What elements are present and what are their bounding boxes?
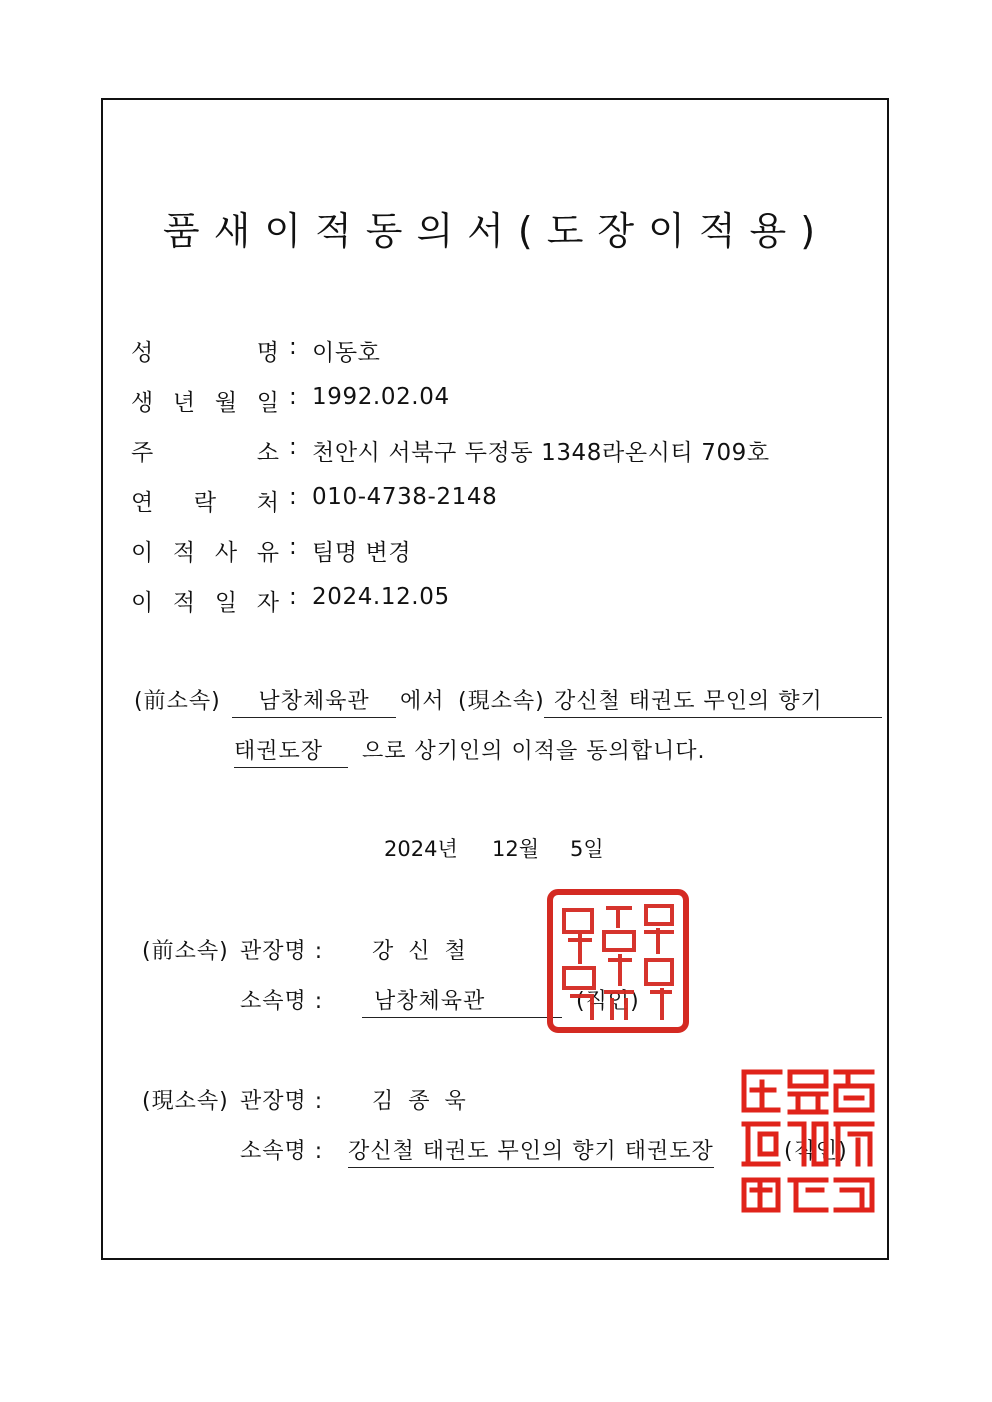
date-month: 12월 [492,837,540,861]
field-value: 천안시 서북구 두정동 1348라온시티 709호 [312,440,770,466]
curr-official-seal [738,1064,880,1220]
field-row-address: 주 소 : 천안시 서북구 두정동 1348라온시티 709호 [131,434,770,466]
curr-org-name: 강신철 태권도 무인의 향기 태권도장 [348,1134,714,1168]
field-value: 1992.02.04 [312,384,450,410]
prev-director-name: 강 신 철 [372,939,470,964]
field-value: 010-4738-2148 [312,484,498,510]
consent-curr-tag: (現소속) [458,689,545,714]
field-label: 생 년 월 일 [131,390,279,416]
field-row-contact: 연 락 처 : 010-4738-2148 [131,484,498,516]
prev-sign-tag: (前소속) [142,939,229,964]
field-row-birth: 생 년 월 일 : 1992.02.04 [131,384,450,416]
consent-curr-org-line1: 강신철 태권도 무인의 향기 [544,684,882,718]
consent-curr-org-line2: 태권도장 [234,734,348,768]
prev-seal-text: (직인) [576,989,640,1014]
field-row-reason: 이 적 사 유 : 팀명 변경 [131,534,412,566]
curr-org-label: 소속명 : [240,1139,324,1164]
field-label: 주 소 [131,440,279,466]
consent-mid: 에서 [400,689,445,714]
field-label: 성 명 [131,340,279,366]
date-year: 2024년 [384,837,458,861]
date-day: 5일 [570,837,604,861]
curr-director-label: 관장명 : [240,1089,324,1114]
consent-prev-org: 남창체육관 [232,684,396,718]
curr-director-name: 김 종 욱 [372,1089,470,1114]
prev-official-seal [546,888,690,1034]
field-label: 이 적 사 유 [131,540,279,566]
field-label: 이 적 일 자 [131,590,279,616]
field-label: 연 락 처 [131,490,279,516]
field-row-date: 이 적 일 자 : 2024.12.05 [131,584,450,616]
curr-sign-tag: (現소속) [142,1089,229,1114]
prev-director-label: 관장명 : [240,939,324,964]
curr-seal-text: (직인) [784,1139,848,1164]
field-value: 팀명 변경 [312,540,412,566]
field-value: 이동호 [312,340,381,366]
prev-org-label: 소속명 : [240,989,324,1014]
consent-prev-tag: (前소속) [134,689,221,714]
prev-org-name: 남창체육관 [362,984,562,1018]
consent-ending: 으로 상기인의 이적을 동의합니다. [362,739,706,764]
document-title: 품새이적동의서(도장이적용) [162,209,830,253]
field-row-name: 성 명 : 이동호 [131,334,381,366]
field-value: 2024.12.05 [312,584,450,610]
